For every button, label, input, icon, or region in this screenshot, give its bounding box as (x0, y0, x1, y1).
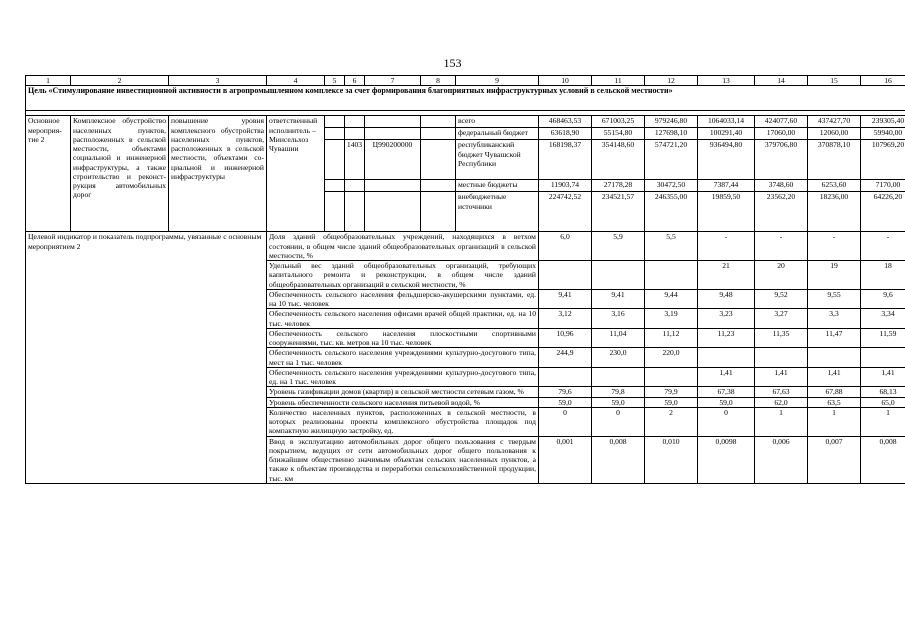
indicator-value: 9,52 (755, 289, 808, 309)
activity-name: Основное мероприятие 2 (26, 116, 71, 232)
indicator-name: Ввод в эксплуатацию автомобильных дорог общего пользования с твердым покрытием, ведущих от сети автомобильных дорог общего пользования к ближайшим общественно значимым объектам сельских населенных пунктов, а также к объектам производства и переработки сельскохозяйственной продукции, тыс. км (267, 436, 539, 483)
indicator-value: 1,41 (808, 367, 861, 387)
activity-responsible: ответственный исполнитель – Минсельхоз Чувашии (267, 116, 325, 232)
indicator-value: 68,13 (861, 387, 905, 397)
indicator-value (592, 367, 645, 387)
indicator-value: 1,41 (755, 367, 808, 387)
source-value: 6253,60 (808, 180, 861, 192)
column-number: 7 (365, 76, 421, 86)
column-number: 9 (456, 76, 539, 86)
source-row (26, 116, 905, 128)
source-value: 239305,40 (861, 116, 905, 128)
source-value: 234521,57 (592, 192, 645, 232)
empty-cell (421, 180, 456, 192)
indicator-value: 79,6 (539, 387, 592, 397)
source-value: 979246,80 (645, 116, 698, 128)
indicator-value: 11,23 (698, 328, 755, 348)
indicator-value: 220,0 (645, 348, 698, 368)
indicator-value: 1,41 (861, 367, 905, 387)
goal-row (26, 86, 905, 111)
source-value: 671003,25 (592, 116, 645, 128)
column-number: 4 (267, 76, 325, 86)
source-value: 3748,60 (755, 180, 808, 192)
source-value: 468463,53 (539, 116, 592, 128)
source-value: 246355,00 (645, 192, 698, 232)
activity-result: повышение уровня комплексного обустройства населенных пунктов, расположенных в сельской местности, объектами социальной и инженерной инфраструктуры (169, 116, 267, 232)
indicator-value: 1,41 (698, 367, 755, 387)
source-value: 30472,50 (645, 180, 698, 192)
empty-cell (345, 128, 365, 140)
indicator-value: 67,88 (808, 387, 861, 397)
source-name: внебюджетные источники (456, 192, 539, 232)
column-number: 15 (808, 76, 861, 86)
indicator-value: 5,9 (592, 232, 645, 261)
indicator-value: 63,5 (808, 397, 861, 407)
indicator-value: 59,0 (698, 397, 755, 407)
empty-cell (325, 180, 345, 192)
indicator-value: 10,96 (539, 328, 592, 348)
indicator-name: Уровень обеспеченности сельского населения питьевой водой, % (267, 397, 539, 407)
source-name: республиканский бюджет Чувашской Республики (456, 140, 539, 180)
column-number: 10 (539, 76, 592, 86)
indicator-value: 11,35 (755, 328, 808, 348)
indicator-value (861, 348, 905, 368)
column-number-row (26, 76, 905, 86)
source-value: 100291,40 (698, 128, 755, 140)
indicator-value: 0,007 (808, 436, 861, 483)
indicator-value: 79,9 (645, 387, 698, 397)
empty-cell (325, 140, 345, 180)
source-name: всего (456, 116, 539, 128)
indicator-value (808, 348, 861, 368)
indicator-value: 0,010 (645, 436, 698, 483)
indicator-value: 9,48 (698, 289, 755, 309)
csr-code: Ц990200000 (365, 140, 421, 180)
empty-cell (345, 180, 365, 192)
indicator-value (539, 261, 592, 290)
empty-cell (365, 180, 421, 192)
indicator-value: 244,9 (539, 348, 592, 368)
indicator-value: 21 (698, 261, 755, 290)
indicator-value (698, 348, 755, 368)
column-number: 16 (861, 76, 905, 86)
indicator-value (645, 261, 698, 290)
source-value: 12060,00 (808, 128, 861, 140)
indicator-value: 59,0 (539, 397, 592, 407)
indicator-value: 3,34 (861, 309, 905, 329)
source-value: 17060,00 (755, 128, 808, 140)
source-value: 27178,28 (592, 180, 645, 192)
indicator-value: 6,0 (539, 232, 592, 261)
empty-cell (421, 140, 456, 180)
source-value: 7387,44 (698, 180, 755, 192)
indicator-value: 79,8 (592, 387, 645, 397)
indicator-value (645, 367, 698, 387)
source-name: федеральный бюджет (456, 128, 539, 140)
activity-description: Комплексное обустройство населенных пунктов, расположенных в сельской местности, объектами социальной и инженерной инфраструктуры, а также строительство и реконструкция автомобильных дорог (71, 116, 169, 232)
indicator-value: - (808, 232, 861, 261)
column-number: 2 (71, 76, 169, 86)
indicator-value (539, 367, 592, 387)
indicator-value: 1 (861, 407, 905, 436)
source-value: 23562,20 (755, 192, 808, 232)
source-value: 19859,50 (698, 192, 755, 232)
empty-cell (345, 192, 365, 232)
indicator-value: 59,0 (592, 397, 645, 407)
indicator-value: 3,12 (539, 309, 592, 329)
program-table (25, 75, 905, 484)
indicator-value: 67,38 (698, 387, 755, 397)
indicator-name: Уровень газификации домов (квартир) в сельской местности сетевым газом, % (267, 387, 539, 397)
indicator-value: 11,04 (592, 328, 645, 348)
indicator-value: 1 (755, 407, 808, 436)
indicator-value: 3,19 (645, 309, 698, 329)
indicator-value: 0 (592, 407, 645, 436)
indicator-value: 3,16 (592, 309, 645, 329)
indicator-value: 59,0 (645, 397, 698, 407)
empty-cell (365, 128, 421, 140)
indicator-row (26, 232, 905, 261)
indicator-value: 3,23 (698, 309, 755, 329)
indicator-value: 65,0 (861, 397, 905, 407)
indicator-value: 0 (698, 407, 755, 436)
source-value: 11903,74 (539, 180, 592, 192)
source-value: 63618,90 (539, 128, 592, 140)
indicator-value: 1 (808, 407, 861, 436)
source-value: 574721,20 (645, 140, 698, 180)
indicator-value: 9,41 (539, 289, 592, 309)
source-value: 168198,37 (539, 140, 592, 180)
source-name: местные бюджеты (456, 180, 539, 192)
source-value: 18236,00 (808, 192, 861, 232)
source-value: 59940,00 (861, 128, 905, 140)
source-value: 7170,00 (861, 180, 905, 192)
source-value: 107969,20 (861, 140, 905, 180)
indicator-value: - (755, 232, 808, 261)
indicator-value: 9,41 (592, 289, 645, 309)
indicator-value: 11,47 (808, 328, 861, 348)
indicator-value: 3,27 (755, 309, 808, 329)
indicator-name: Обеспеченность сельского населения учреждениями культурно-досугового типа, ед. на 1 тыс. человек (267, 367, 539, 387)
source-value: 1064033,14 (698, 116, 755, 128)
indicator-value: - (861, 232, 905, 261)
indicator-name: Обеспеченность сельского населения учреждениями культурно-досугового типа, мест на 1 тыс. человек (267, 348, 539, 368)
indicator-value: 11,59 (861, 328, 905, 348)
indicator-name: Обеспеченность сельского населения офисами врачей общей практики, ед. на 10 тыс. человек (267, 309, 539, 329)
empty-cell (421, 192, 456, 232)
empty-cell (325, 128, 345, 140)
indicator-value: 0,001 (539, 436, 592, 483)
column-number: 14 (755, 76, 808, 86)
source-value: 127698,10 (645, 128, 698, 140)
page-number: 153 (443, 56, 462, 70)
indicator-value: 0 (539, 407, 592, 436)
indicator-value: 0,008 (861, 436, 905, 483)
column-number: 12 (645, 76, 698, 86)
source-value: 64226,20 (861, 192, 905, 232)
indicator-name: Обеспеченность сельского населения плоскостными спортивными сооружениями, тыс. кв. метров на 10 тыс. человек (267, 328, 539, 348)
indicator-value: 20 (755, 261, 808, 290)
indicator-name: Удельный вес зданий общеобразовательных организаций, требующих капитального ремонта и реконструкции, в общем числе зданий общеобразовательных организаций в сельской местности, % (267, 261, 539, 290)
goal-text: Цель «Стимулирование инвестиционной активности в агропромышленном комплексе за счет формирования благоприятных инфраструктурных условий в сельской местности» (26, 86, 905, 111)
indicator-value: 0,0098 (698, 436, 755, 483)
empty-cell (421, 128, 456, 140)
indicator-value: 18 (861, 261, 905, 290)
indicator-value: 3,3 (808, 309, 861, 329)
column-number: 13 (698, 76, 755, 86)
source-value: 370878,10 (808, 140, 861, 180)
source-value: 424077,60 (755, 116, 808, 128)
indicators-label: Целевой индикатор и показатель подпрограммы, увязанные с основным мероприятием 2 (26, 232, 267, 484)
indicator-value: 19 (808, 261, 861, 290)
empty-cell (325, 192, 345, 232)
source-value: 936494,80 (698, 140, 755, 180)
indicator-value: 5,5 (645, 232, 698, 261)
indicator-value: 230,0 (592, 348, 645, 368)
source-value: 224742,52 (539, 192, 592, 232)
column-number: 1 (26, 76, 71, 86)
indicator-name: Количество населенных пунктов, расположенных в сельской местности, в которых реализованы проекты комплексного обустройства площадок под компактную жилищную застройку, ед. (267, 407, 539, 436)
indicator-value: 2 (645, 407, 698, 436)
indicator-value: 62,0 (755, 397, 808, 407)
indicator-name: Доля зданий общеобразовательных учреждений, находящихся в ветхом состоянии, в общем числе зданий общеобразовательных организаций в сельской местности, % (267, 232, 539, 261)
indicator-value: 9,55 (808, 289, 861, 309)
indicator-value: - (698, 232, 755, 261)
indicator-value: 9,44 (645, 289, 698, 309)
grbs-code: 1403 (345, 140, 365, 180)
empty-cell (345, 116, 365, 128)
column-number: 11 (592, 76, 645, 86)
indicator-value: 9,6 (861, 289, 905, 309)
source-value: 354148,60 (592, 140, 645, 180)
empty-cell (365, 192, 421, 232)
indicator-value: 67,63 (755, 387, 808, 397)
column-number: 5 (325, 76, 345, 86)
empty-cell (365, 116, 421, 128)
indicator-name: Обеспеченность сельского населения фельдшерско-акушерскими пунктами, ед. на 10 тыс. человек (267, 289, 539, 309)
empty-cell (325, 116, 345, 128)
indicator-value (755, 348, 808, 368)
indicator-value (592, 261, 645, 290)
column-number: 8 (421, 76, 456, 86)
indicator-value: 11,12 (645, 328, 698, 348)
empty-cell (421, 116, 456, 128)
indicator-value: 0,006 (755, 436, 808, 483)
source-value: 55154,80 (592, 128, 645, 140)
column-number: 3 (169, 76, 267, 86)
source-value: 437427,70 (808, 116, 861, 128)
source-value: 379706,80 (755, 140, 808, 180)
indicator-value: 0,008 (592, 436, 645, 483)
column-number: 6 (345, 76, 365, 86)
